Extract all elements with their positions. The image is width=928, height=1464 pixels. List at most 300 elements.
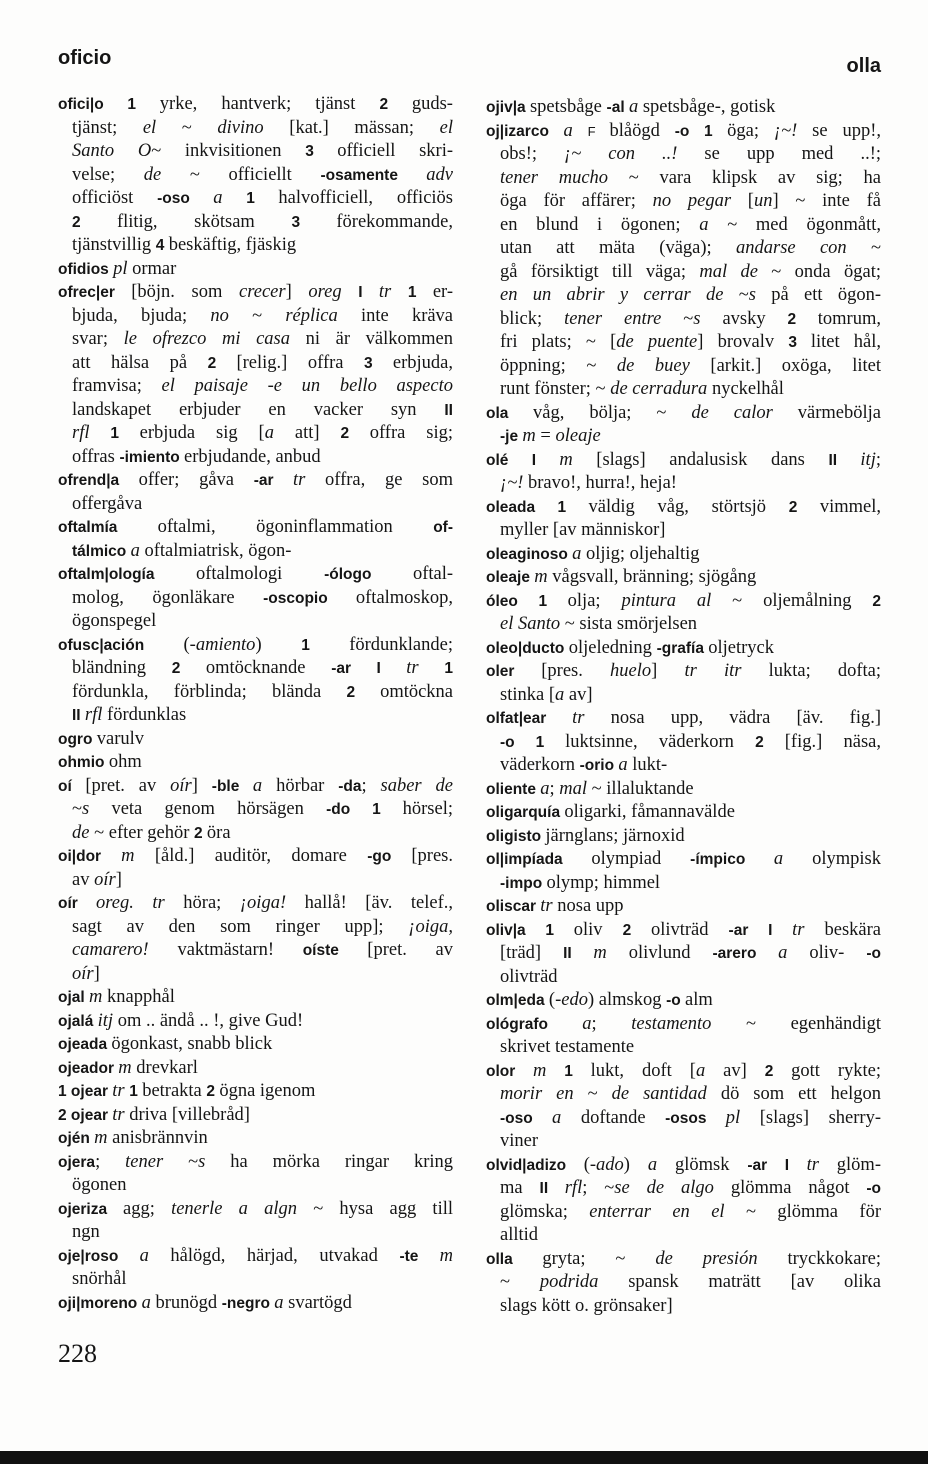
italic-text: m [532,1060,565,1081]
italic-text: ¡~! [773,120,813,141]
definition-text: offras [72,446,120,467]
headword: olfat|ear [486,710,573,727]
definition-text: alltid [500,1225,539,1245]
dictionary-entry [58,516,453,563]
italic-text: andarse con [736,238,871,258]
right-column [486,96,881,1318]
definition-text: hålögd, härjad, utvakad [170,1245,400,1266]
entry-line [486,1177,881,1201]
entry-line [58,375,453,399]
definition-text: våg, bölja; ~ [533,402,692,423]
headword: oír [58,895,97,912]
scan-edge [0,1451,928,1464]
headword: oleaje [486,569,535,586]
definition-text: ~ officiellt [189,164,321,185]
headword: ojiv|a [486,99,530,116]
definition-text: oliv [573,919,623,940]
entry-line [486,190,881,214]
definition-text: = [540,426,556,446]
bold-label: 3 [364,354,393,372]
italic-text: divino [217,117,290,138]
definition-text: alm [685,990,713,1010]
italic-text: de buey [616,355,711,376]
definition-text: öga; [727,120,774,141]
entry-line [486,919,881,943]
headword: oftalm|ología [58,566,196,583]
bold-label: -osamente [320,166,427,184]
definition-text: nosa upp [557,896,624,916]
italic-text: de [143,164,190,185]
bold-label: -ble [211,777,253,795]
headword: oi|dor [58,848,122,865]
bold-label: -o [674,122,704,140]
definition-text: viner [500,1131,539,1151]
dictionary-entry [58,93,453,258]
italic-text: mal [559,778,592,799]
headword: ohmio [58,754,109,771]
definition-text: spetsbåge [529,97,607,117]
headword: oleo|ducto [486,639,569,657]
entry-line [58,540,453,564]
entry-line [486,1107,881,1131]
headword: ojeada [58,1036,112,1053]
entry-line [58,164,453,188]
entry-line [58,775,453,799]
headword: oliscar [486,898,541,915]
italic-text: de calor [691,402,798,423]
bold-label: -grafía [656,639,709,657]
bold-label: 1 [372,801,403,818]
entry-line [58,1245,453,1269]
definition-text: ~ illaluktande [591,778,694,799]
bold-label: -o [500,733,536,751]
italic-text: el [142,117,182,138]
definition-text: öppning; ~ [500,355,617,376]
italic-text: a [695,1060,724,1081]
definition-text: ~ [72,799,83,819]
entry-line [486,402,881,426]
entry-line [58,587,453,611]
definition-text: bravo!, hurra!, heja! [528,473,677,493]
italic-text: a [264,423,295,443]
definition-text: ] [115,869,122,890]
dictionary-entry [58,1292,453,1316]
definition-text: olivlund [628,943,713,963]
headword: ofici|o [58,96,128,113]
entry-line [486,472,881,496]
dictionary-entry [486,1248,881,1319]
definition-text: ngn [72,1222,100,1242]
entry-line [486,1248,881,1272]
definition-text: ; [95,1151,126,1172]
definition-text: guds- [411,94,453,114]
definition-text: ~ [683,308,694,329]
italic-text: a [551,1107,581,1128]
bold-label: 1 [246,190,279,207]
italic-text: rfl [84,705,108,725]
definition-text: ] [93,963,100,984]
definition-text: nosa upp, vädra [äv. fig.] [610,708,881,728]
entry-line [58,751,453,775]
bold-label: 3 [788,334,811,351]
definition-text: bländning [72,658,172,678]
definition-text: ha mörka ringar kring [230,1151,454,1172]
entry-line [58,234,453,258]
italic-text: m [534,567,553,587]
italic-text: oleaje [555,426,601,446]
definition-text: väldig våg, störtsjö [588,496,789,517]
definition-text: ; [361,775,381,796]
italic-text: camarero! [72,940,178,960]
definition-text: erbjuda, [392,352,453,373]
italic-text: a [582,1013,592,1034]
definition-text: ma [500,1178,540,1198]
italic-text: tr [540,896,558,916]
italic-text: de cerradura [610,379,712,399]
definition-text: ~ sista smörjelsen [564,614,698,634]
definition-text: väderkorn [500,755,580,775]
definition-text: knapphål [107,987,175,1007]
dictionary-entry [486,1013,881,1060]
italic-text: tr [806,1154,837,1175]
definition-text: ~ vara klipsk av sig; ha [628,167,881,188]
entry-line [58,1198,453,1222]
definition-text: av [72,869,95,890]
italic-text: m [94,1128,113,1148]
definition-text: svar; [72,329,124,349]
definition-text: er- [432,282,454,302]
italic-text: a [139,1245,171,1266]
definition-text: lukt, doft [ [590,1060,696,1081]
italic-text: s [693,308,723,329]
page-number: 228 [58,1339,97,1368]
dictionary-entry [58,258,453,282]
italic-text: el paisaje -e un bello aspecto [161,376,453,396]
definition-text: höra; [183,893,240,913]
entry-line [58,211,453,235]
definition-text: ] [191,775,212,796]
bold-label: 2 [755,733,785,751]
bold-label: 2 [206,1083,220,1100]
definition-text: framvisa; [72,376,162,396]
entry-line [58,1057,453,1081]
definition-text: runt fönster; ~ [500,379,611,399]
entry-line [486,825,881,849]
headword: oftalmía [58,519,158,536]
entry-line [486,261,881,285]
italic-text: de puente [616,332,698,352]
bold-label: 4 [155,237,169,254]
definition-text: oljig; oljehaltig [586,543,700,564]
bold-label: 1 [301,636,350,654]
headword: olor [486,1062,533,1080]
definition-text: [pres. [411,846,453,866]
definition-text: ~ egenhändigt [745,1013,881,1034]
definition-text: ] [285,282,309,302]
entry-line [486,989,881,1013]
dictionary-entry [486,660,881,707]
italic-text: tener [125,1151,189,1172]
italic-text: tr [112,1104,130,1125]
entry-line [486,96,881,120]
bold-label: -da [338,777,362,795]
dictionary-entry [58,1198,453,1245]
definition-text: ( [183,634,190,655]
definition-text: ) [623,1154,648,1175]
entry-line [486,355,881,379]
definition-text: velse; [72,164,144,185]
definition-text: erbjuda sig [ [139,423,265,443]
definition-text: spansk maträtt [av olika [628,1272,881,1292]
definition-text: ~ [587,1084,612,1104]
italic-text: itj [860,449,876,470]
definition-text: på ett ögon- [771,285,881,305]
bold-label: II [444,401,453,419]
entry-line [58,1033,453,1057]
definition-text: ] brovalv [697,332,789,352]
headword: oliente [486,780,541,798]
entry-line [58,1151,453,1175]
entry-line [486,731,881,755]
entry-line [58,939,453,963]
entry-line [58,728,453,752]
definition-text: ~ [500,1272,540,1292]
bold-label: 2 [788,498,820,516]
definition-text: slags kött o. grönsaker] [500,1295,673,1316]
definition-text: tomrum, [817,308,881,329]
bold-label: 2 [346,683,381,701]
bold-label: 1 [407,284,433,301]
bold-label: I [768,921,793,939]
entry-line [58,798,453,822]
bold-label: 2 [622,921,651,939]
entry-line [486,1224,881,1248]
bold-label: 2 [340,425,370,442]
definition-text: om .. ändå .. !, give Gud! [117,1010,304,1031]
dictionary-entry [58,563,453,634]
definition-text: anisbrännvin [112,1128,208,1148]
italic-text: podrida [539,1272,629,1292]
definition-text: av] [723,1060,765,1081]
entry-line [58,493,453,517]
bold-label: 1 [110,425,140,442]
dictionary-entry [486,496,881,543]
definition-text: driva [villebråd] [129,1104,250,1125]
italic-text: m [593,943,629,963]
italic-text: tr itr [684,661,769,681]
definition-text: ~ [738,285,749,305]
definition-text: glömska; [500,1201,590,1222]
definition-text: gå försiktigt till väga; [500,261,700,282]
definition-text: tryckkokare; [787,1248,881,1269]
bold-label: tálmico [72,542,131,560]
entry-line [58,117,453,141]
dictionary-entry [58,1104,453,1128]
italic-text: tenerle a algn [171,1198,314,1219]
italic-text: a [141,1292,156,1313]
definition-text: ~ inkvisitionen [151,141,306,161]
entry-line [486,1295,881,1319]
italic-text: enterrar en el [589,1201,746,1222]
headword: oji|moreno [58,1294,142,1312]
dictionary-entry [58,469,453,516]
definition-text: yrke, hantverk; tjänst [159,94,380,114]
italic-text: a [773,849,813,869]
definition-text: att] [294,423,341,443]
definition-text: vågsvall, bränning; sjögång [552,567,757,587]
italic-text: -edo [555,990,588,1010]
entry-line [58,516,453,540]
definition-text: nyckelhål [711,379,784,399]
italic-text: a [572,543,586,564]
entry-line [58,399,453,423]
italic-text: el [439,117,453,138]
dictionary-entry [58,634,453,728]
headword: ológrafo [486,1015,583,1033]
bold-label: 2 [872,592,881,610]
dictionary-entry [486,543,881,567]
dictionary-entry [58,1151,453,1198]
definition-text: glömma något [730,1178,867,1198]
entry-line [58,1127,453,1151]
headword: oler [486,663,542,680]
dictionary-entry [486,566,881,590]
definition-text: ögonkast, snabb blick [111,1034,273,1054]
definition-text: vimmel, [819,496,881,517]
bold-label: -oscopio [263,589,356,607]
dictionary-entry [486,895,881,919]
bold-label: -ar [331,660,377,677]
italic-text: tr [406,658,445,678]
definition-text: beskäftig, fjäskig [168,235,297,255]
headword: ojalá [58,1012,98,1030]
definition-text: halvofficiell, officiös [278,188,453,208]
headword: oleada [486,498,558,516]
bold-label: 1 [535,733,566,751]
running-head-right: olla [846,55,881,77]
entry-line [58,1174,453,1198]
italic-text: m [559,449,597,470]
bold-label: 1 [557,498,589,516]
definition-text: ~ onda ögat; [771,261,881,282]
definition-text: ; [591,1013,632,1034]
definition-text: värmebölja [797,402,881,423]
entry-line [58,352,453,376]
bold-label: -oso [500,1109,552,1127]
definition-text: skrivet testamente [500,1037,635,1057]
definition-text: oljeledning [568,637,657,658]
definition-text: varulv [96,728,145,749]
italic-text: a [274,1292,289,1313]
dictionary-entry [58,1057,453,1081]
italic-text: ¡~ con ..! [564,144,705,164]
definition-text: hörbar [276,775,339,796]
definition-text: [träd] [500,943,564,963]
italic-text: ¡~! [500,473,528,493]
definition-text: ~ [870,238,881,258]
definition-text: oftal- [412,564,454,584]
definition-text: fördunkla, förblinda; blända [72,681,347,702]
definition-text: gryta; ~ [542,1248,656,1269]
entry-line [486,214,881,238]
definition-text: sagt av den som ringer upp]; [72,916,409,937]
italic-text: pl [113,258,133,279]
entry-line [58,1268,453,1292]
italic-text: a [563,120,588,141]
entry-line [486,284,881,308]
definition-text: oftalmiatrisk, ögon- [144,540,292,561]
italic-text: un [753,191,773,211]
entry-line [486,942,881,966]
definition-text: oftalmologi [195,564,325,584]
headword: ofrend|a [58,472,139,489]
entry-line [486,425,881,449]
definition-text: stinka [ [500,684,555,705]
entry-line [486,707,881,731]
definition-text: [arkit.] oxöga, litet [710,355,881,376]
definition-text: gott rykte; [791,1060,881,1081]
definition-text: öra [206,822,231,843]
dictionary-entry [58,728,453,752]
italic-text: Santo O [72,141,152,161]
entry-line [486,660,881,684]
definition-text: olympisk [812,849,881,869]
entry-line [486,378,881,402]
entry-line [58,681,453,705]
entry-line [58,328,453,352]
entry-line [58,634,453,658]
entry-line [58,869,453,893]
headword: olm|eda [486,992,549,1009]
italic-text: de santidad [611,1084,721,1104]
left-column [58,93,453,1315]
definition-text: ~ efter gehör [94,822,194,843]
entry-line [58,258,453,282]
definition-text: ~ hysa agg till [313,1198,453,1219]
headword: ola [486,404,534,422]
bold-label: -imiento [119,448,185,466]
bold-label: II [563,945,594,962]
definition-text: ögonen [72,1175,127,1195]
definition-text: ~ [188,1151,199,1172]
headword: óleo [486,592,539,610]
bold-label: -osos [665,1109,726,1127]
definition-text: [slags] andalusisk dans [596,449,829,470]
definition-text: litet hål, [810,332,881,352]
italic-text: pintura al [621,590,733,611]
bold-label: -o [866,1180,882,1197]
running-head-left: oficio [58,47,112,69]
bold-label: -ímpico [690,851,774,868]
bold-label: II [539,1180,565,1197]
definition-text: offra sig; [369,423,453,443]
definition-text: myller [av människor] [500,520,666,540]
definition-text: blick; [500,308,565,329]
dictionary-entry [58,1010,453,1034]
headword: olvid|adizo [486,1156,584,1174]
definition-text: olymp; himmel [546,872,661,893]
definition-text: doftande [580,1107,666,1128]
entry-line [486,449,881,473]
italic-text: testamento [631,1013,746,1034]
italic-text: a [618,755,633,775]
dictionary-entry [486,778,881,802]
definition-text: ~ med ögonmått, [727,214,881,235]
dictionary-entry [58,751,453,775]
entry-line [486,167,881,191]
definition-text: ögonspegel [72,611,157,631]
entry-line [486,566,881,590]
